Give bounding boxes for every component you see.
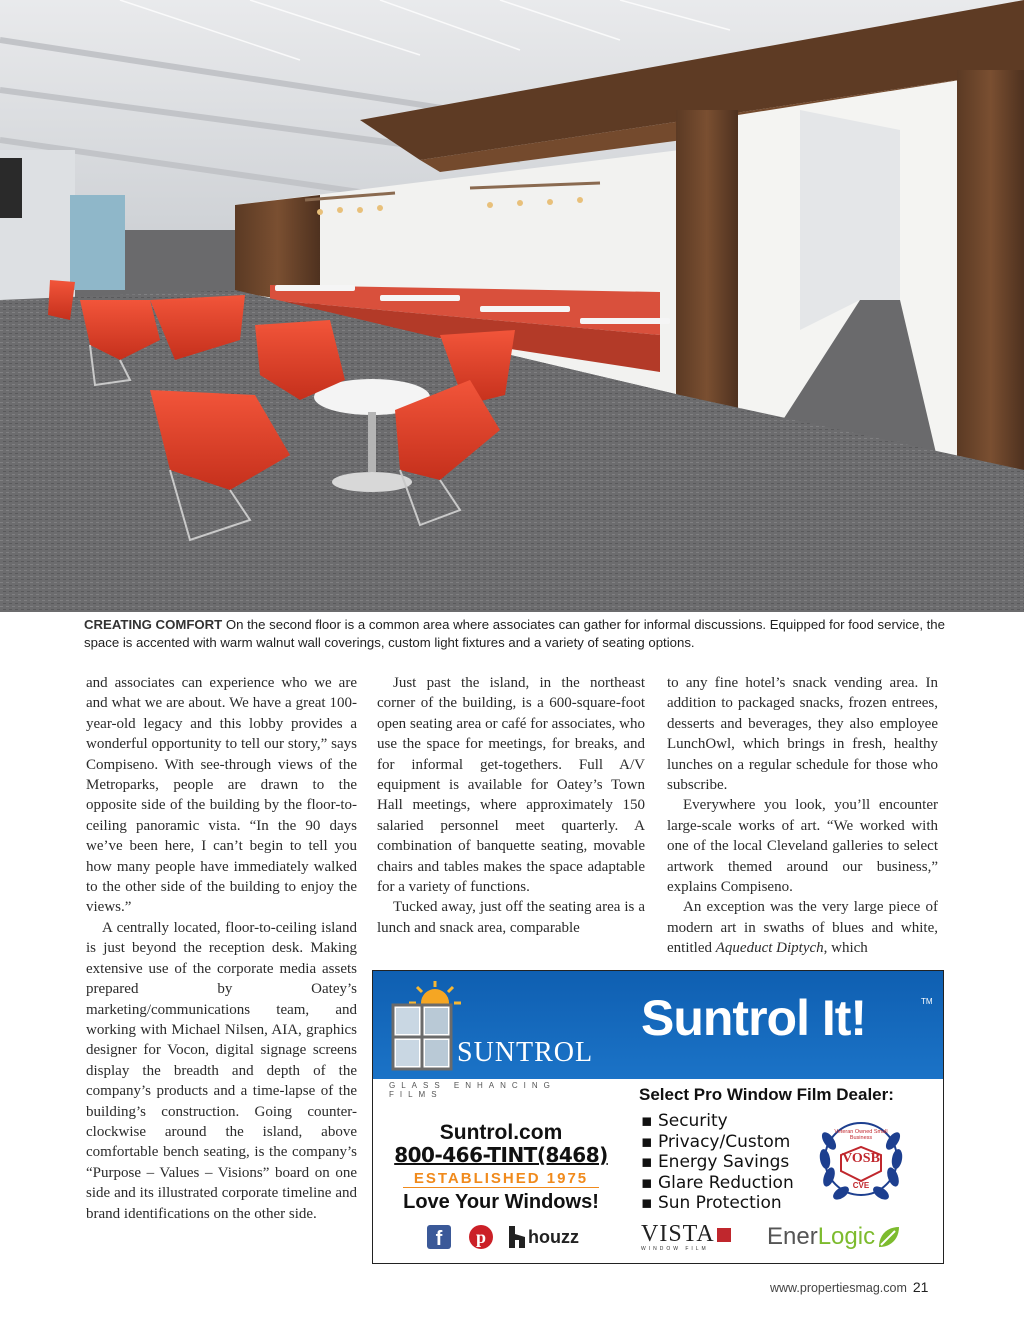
caption-text: On the second floor is a common area where associates can gather for informal discussions. Equipped for food service, the space is accented with warm walnut wall coverings, custom light fixtures and a variety of seating options. — [84, 617, 945, 650]
feature-item: ▪ Sun Protection — [641, 1193, 782, 1213]
feature-item: ▪ Privacy/Custom — [641, 1131, 791, 1152]
suntrol-advertisement[interactable] — [372, 970, 944, 1264]
dealer-title: Select Pro Window Film Dealer: — [639, 1085, 894, 1104]
website-link[interactable]: Suntrol.com — [439, 1121, 563, 1144]
article-column-3 — [667, 673, 938, 959]
facebook-icon[interactable]: f — [427, 1225, 451, 1249]
page-number: 21 — [912, 1279, 929, 1295]
brand-name: SUNTROL — [457, 1037, 594, 1068]
office-lounge-illustration — [0, 0, 1024, 612]
phone-number[interactable]: 800-466-TINT(8468) — [394, 1143, 608, 1167]
photo-caption — [84, 616, 954, 652]
ad-headline: Suntrol It! — [641, 990, 867, 1046]
paragraph: and associates can experience who we are and what we are about. We have a great 100-year-old legacy and this lobby provides a wonderful opportunity to tell our story,” says Compiseno. With see-through views of the Metroparks, people are drawn to the opposite side of the building by the floor-to-ceiling panoramic vista. “In the 90 days we’ve been here, I can’t begin to tell you how many people have immediately walked to the other side of the building to enjoy the views.” — [86, 675, 357, 916]
brand-tagline: GLASS ENHANCING FILMS — [389, 1081, 556, 1099]
feature-item: ▪ Energy Savings — [641, 1152, 790, 1172]
suntrol-logo-icon — [387, 981, 467, 1073]
feature-item: ▪ Security — [641, 1111, 728, 1131]
slogan: Love Your Windows! — [403, 1191, 599, 1213]
houzz-label: houzz — [528, 1226, 579, 1247]
enerlogic-logo — [767, 1223, 901, 1251]
vista-subtitle: WINDOW FILM — [641, 1246, 709, 1252]
hero-photo — [0, 0, 1024, 612]
paragraph: A centrally located, floor-to-ceiling island is just beyond the reception desk. Making extensive use of the corporate media assets prepared by Oatey’s marketing/communications team, and working with Michael Nilsen, AIA, graphics designer for Vocon, digital signage screens display the breadth and depth of the company’s products and a time-lapse of the building’s construction. Going counter-clockwise around the island, above comfortable bench seating, is the company’s “Purpose – Values – Visions” board on one side and its illustrated corporate timeline and brand identifications on the other side. — [86, 919, 357, 1222]
page-footer — [770, 1279, 928, 1295]
established-badge: ESTABLISHED 1975 — [403, 1170, 599, 1188]
paragraph: Everywhere you look, you’ll encounter large-scale works of art. “We worked with one of the local Cleveland galleries to select artwork themed around our business,” explains Compiseno. — [667, 797, 938, 896]
badge-small: CVE — [852, 1181, 870, 1190]
caption-heading: CREATING COMFORT — [84, 617, 223, 632]
vista-logo — [641, 1221, 731, 1252]
paragraph-text: , which — [823, 940, 868, 957]
enerlogic-part-b: Logic — [817, 1223, 876, 1250]
houzz-logo[interactable] — [509, 1225, 579, 1249]
trademark: TM — [921, 997, 933, 1006]
article-column-2 — [377, 673, 645, 938]
paragraph-text: An exception was the very large piece of modern art in swaths of blues and white, entitled — [667, 899, 938, 957]
enerlogic-part-a: Ener — [767, 1223, 818, 1250]
vista-wordmark: VISTA — [641, 1221, 715, 1247]
artwork-title: Aqueduct Diptych — [715, 940, 824, 957]
pinterest-icon[interactable]: p — [469, 1225, 493, 1249]
feature-item: ▪ Glare Reduction — [641, 1172, 794, 1193]
badge-main: VOSB — [842, 1151, 880, 1166]
footer-url[interactable]: www.propertiesmag.com — [770, 1281, 907, 1295]
leaf-icon — [877, 1225, 901, 1249]
paragraph — [667, 897, 938, 958]
feature-list — [641, 1111, 794, 1214]
article-column-1 — [86, 673, 357, 1224]
houzz-icon — [509, 1226, 525, 1248]
vista-mark-icon — [717, 1228, 731, 1242]
paragraph: Just past the island, in the northeast corner of the building, is a 600-square-foot open seating area or café for associates, who use the space for meetings, for breaks, and for informal get-togethers. Full A/V equipment is available for Oatey’s Town Hall meetings, where approximately 150 salaried personnel meet quarterly. A combination of banquette seating, movable chairs and tables makes the space adaptable for a variety of functions. — [377, 675, 645, 896]
vosb-badge — [811, 1111, 911, 1211]
badge-arc-text: Veteran Owned Small Business — [834, 1129, 888, 1141]
paragraph: to any fine hotel’s snack vending area. In addition to packaged snacks, frozen entrees, desserts and beverages, they also employee LunchOwl, which brings in fresh, healthy lunches on a regular schedule for those who subscribe. — [667, 675, 938, 794]
paragraph: Tucked away, just off the seating area is a lunch and snack area, comparable — [377, 899, 645, 936]
